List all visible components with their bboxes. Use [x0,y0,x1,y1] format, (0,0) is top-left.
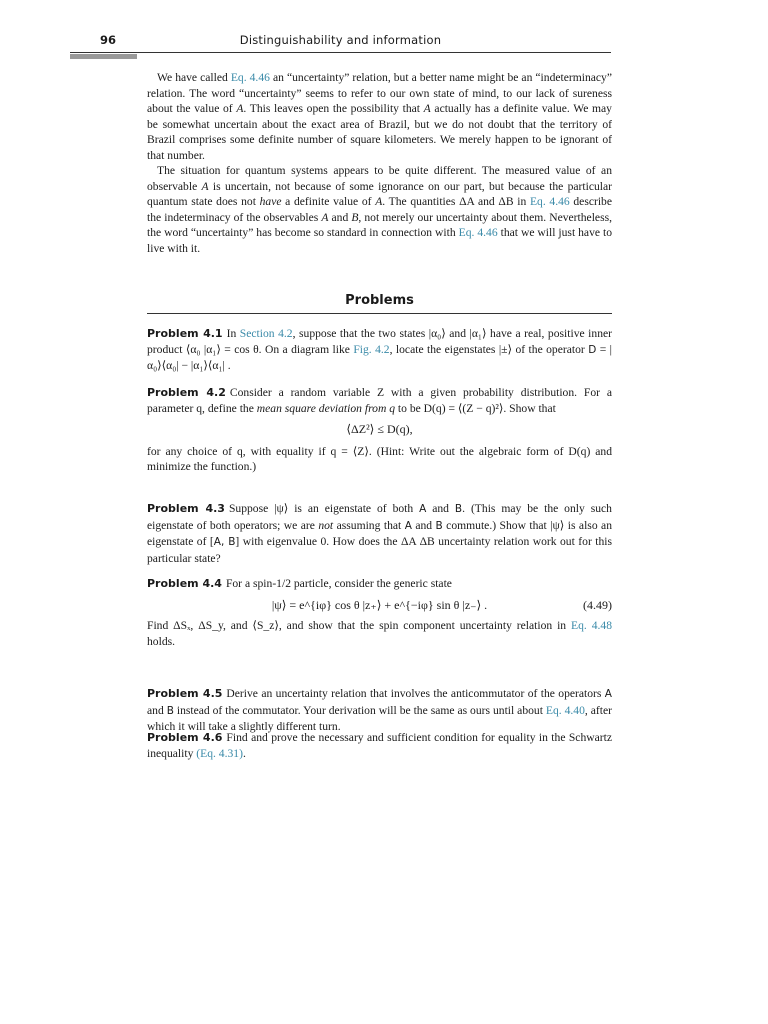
section-divider [147,313,612,314]
text: assuming that [333,518,405,532]
text: Consider a random variable Z with a given probability distribution. For a parameter q, define the [147,386,612,415]
problem-4-6 [147,730,612,761]
equation-link[interactable]: (Eq. 4.31) [196,746,243,760]
text: . (This may be the only such eigenstate of both operators; we are [147,502,612,532]
text: . The quantities ΔA and ΔB in [382,195,530,208]
math-symbol: B [351,210,359,224]
page-header [70,32,611,53]
equation-number: (4.49) [583,597,612,612]
intro-paragraph-1 [147,70,612,163]
text: commute.) Show that |ψ⟩ is also an eigenstate of [ [147,518,612,548]
math-symbol: A [321,210,329,224]
operator-symbol: A [419,503,427,515]
text: describe the indeterminacy of the observables [147,195,613,224]
operator-symbol: A [404,519,412,532]
problem-label: Problem 4.6 [147,731,223,744]
equation-link[interactable]: Eq. 4.46 [458,226,498,239]
problem-label: Problem 4.3 [147,502,225,515]
text: and [426,502,455,515]
problem-4-4 [147,576,612,649]
problem-label: Problem 4.5 [147,687,223,700]
text: , locate the eigenstates |±⟩ of the operator [389,342,589,356]
text: and [328,210,352,224]
emphasis: not [318,518,334,532]
text: Derive an uncertainty relation that involves the anticommutator of the operators [226,687,605,700]
equation-link[interactable]: Eq. 4.40 [545,703,585,717]
text: actually has a definite value. We may be somewhat uncertain about the exact area of Brazil, but we do not doubt that the territory of Brazil comprises some definite number of square kilometers. We merely happen to be ignorant of that number. [147,102,612,162]
text: = |α₀⟩⟨α₀| − |α₁⟩⟨α₁| . [147,342,612,372]
text: In [226,327,240,340]
equation-body: |ψ⟩ = e^{iφ} cos θ |z₊⟩ + e^{−iφ} sin θ |z₋⟩ . [271,597,488,612]
text: and [147,703,167,717]
text: is uncertain, not because of some ignorance on our part, but because the particular quantum state does not [147,179,612,208]
text: Find ΔSₓ, ΔS_y, and ⟨S_z⟩, and show that the spin component uncertainty relation in [147,619,572,632]
text: that we will just have to live with it. [147,226,612,255]
text: . [242,746,246,760]
intro-text [147,70,612,256]
text: The situation for quantum systems appears to be quite different. The measured value of an observable [147,164,612,193]
text: , not merely our uncertainty about them. Nevertheless, the word “uncertainty” has become so standard in connection with [147,210,612,239]
text: , suppose that the two states |α₀⟩ and |α₁⟩ have a real, positive inner product ⟨α₀ |α₁⟩ = cos θ. On a diagram like [147,327,613,356]
math-symbol: A [201,179,209,193]
math-symbol: A [236,102,244,115]
text: a definite value of [281,195,376,208]
problem-4-1 [147,326,612,374]
display-equation: ⟨ΔZ²⟩ ≤ D(q), [346,422,413,436]
text: , after which it will take a slightly different turn. [147,703,612,733]
problem-4-3 [147,501,612,566]
emphasis: have [259,195,282,208]
operator-symbol: A, B [213,536,236,548]
text: to be D(q) = ⟨(Z − q)²⟩. Show that [395,401,556,415]
operator-symbol: B [454,503,463,515]
equation-link[interactable]: Eq. 4.46 [230,71,270,84]
operator-symbol: A [604,688,612,700]
problem-label: Problem 4.2 [147,386,226,399]
intro-paragraph-2 [147,163,612,256]
operator-symbol: B [435,519,443,532]
section-title: Problems [345,293,414,308]
problem-4-5 [147,686,612,735]
text: For a spin-1/2 particle, consider the generic state [225,577,452,590]
text: . This leaves open the possibility that [243,102,424,115]
operator-symbol: B [166,704,174,717]
header-tab-bar [70,54,137,59]
text: We have called [157,71,231,84]
text: and [411,518,436,532]
text: instead of the commutator. Your derivation will be the same as ours until about [173,703,546,717]
operator-symbol: D [588,343,597,356]
emphasis: mean square deviation from q [256,401,396,415]
math-symbol: A [423,102,431,115]
text: Find and prove the necessary and sufficient condition for equality in the Schwartz inequality [147,731,612,760]
running-head: Distinguishability and information [239,33,442,47]
equation-link[interactable]: Eq. 4.48 [571,619,612,632]
problem-4-2 [147,385,612,475]
problem-label: Problem 4.4 [147,577,222,590]
problem-label: Problem 4.1 [147,327,223,340]
text: ] with eigenvalue 0. How does the ΔA ΔB uncertainty relation work out for this particular state? [147,535,613,565]
equation-link[interactable]: Eq. 4.46 [529,195,570,208]
numbered-equation [147,598,612,614]
section-link[interactable]: Section 4.2 [239,327,293,340]
text: holds. [147,634,176,648]
text: Suppose |ψ⟩ is an eigenstate of both [228,502,420,515]
text: for any choice of q, with equality if q = ⟨Z⟩. (Hint: Write out the algebraic form of D(q) and minimize the function.) [147,444,612,473]
text: an “uncertainty” relation, but a better name might be an “indeterminacy” relation. The word “uncertainty” seems to refer to our own state of mind, to our lack of sureness about the value of [147,71,613,115]
math-symbol: A [375,195,383,208]
figure-link[interactable]: Fig. 4.2 [353,342,390,356]
page-number: 96 [100,33,117,47]
